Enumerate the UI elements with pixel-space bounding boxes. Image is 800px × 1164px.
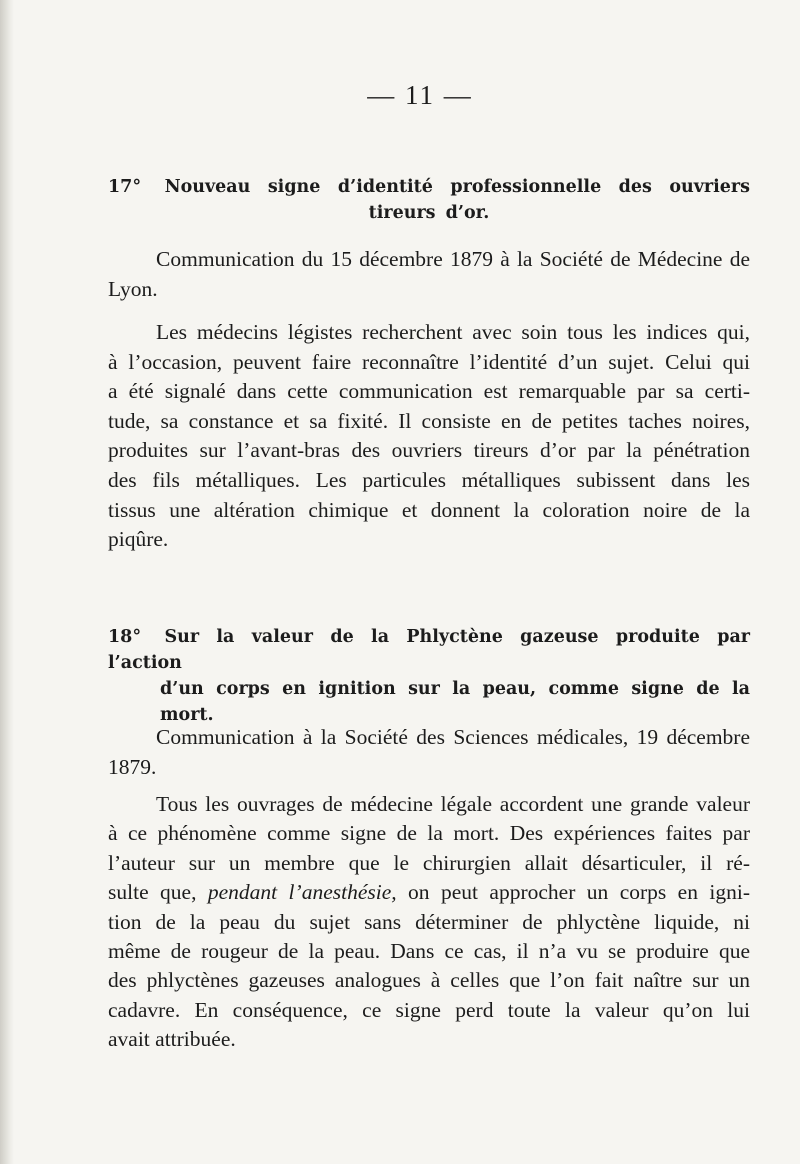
section-18-communication-line: 1879. [108, 754, 157, 779]
section-18-body-emphasis: pendant l’anesthésie, [207, 880, 397, 905]
section-17-title-line-2: tireurs d’or. [368, 203, 490, 223]
section-17-body-line: a été signalé dans cette communication est remarquable par sa certi- [108, 379, 750, 404]
section-17-heading [108, 174, 750, 226]
section-18-body-line: l’auteur sur un membre que le chirurgien allait désarticuler, il ré- [108, 850, 750, 875]
section-18-title-line-2: d’un corps en ignition sur la peau, comme signe de la [160, 679, 750, 699]
section-17-communication-line: Lyon. [108, 276, 158, 301]
section-17-title-line-1: Nouveau signe d’identité professionnelle des ouvriers [164, 177, 751, 197]
section-18-heading [108, 624, 750, 728]
section-17-body-line: produites sur l’avant-bras des ouvriers tireurs d’or par la pénétration [108, 438, 750, 463]
section-18-body-line: à ce phénomène comme signe de la mort. Des expériences faites par [108, 821, 750, 846]
section-18-title-line-1: Sur la valeur de la Phlyctène gazeuse produite par l’action [108, 627, 751, 673]
section-18-body-line: tion de la peau du sujet sans déterminer de phlyctène liquide, ni [108, 909, 750, 934]
section-18-number: 18° [108, 627, 142, 647]
page-gutter-shadow [0, 0, 14, 1164]
section-18-body-text: on peut approcher un corps en igni- [396, 880, 751, 905]
section-17-communication-line: Communication du 15 décembre 1879 à la Société de Médecine de [156, 247, 750, 271]
section-18-body-line: Tous les ouvrages de médecine légale accordent une grande valeur [156, 792, 750, 816]
section-18-body [108, 790, 750, 1055]
section-18-body-line [108, 878, 750, 907]
section-18-communication-line: Communication à la Société des Sciences médicales, 19 décembre [156, 725, 750, 749]
section-18-title-line-3: mort. [160, 705, 214, 725]
section-17-body-line: à l’occasion, peuvent faire reconnaître l’identité d’un sujet. Celui qui [108, 349, 750, 374]
section-18-body-text: sulte que, [108, 880, 208, 905]
section-17-body [108, 318, 750, 555]
section-18-body-line: cadavre. En conséquence, ce signe perd toute la valeur qu’on lui [108, 997, 750, 1022]
section-17-body-line: tude, sa constance et sa fixité. Il consiste en de petites taches noires, [108, 408, 750, 433]
section-18-body-line: avait attribuée. [108, 1027, 236, 1052]
section-18-body-line: des phlyctènes gazeuses analogues à celles que l’on fait naître sur un [108, 968, 750, 993]
page-number: — 11 — [367, 80, 473, 110]
section-17-body-line: Les médecins légistes recherchent avec soin tous les indices qui, [156, 320, 750, 344]
section-17-body-line: tissus une altération chimique et donnent la coloration noire de la [108, 497, 750, 522]
section-18-communication [108, 723, 750, 782]
section-18-body-line: même de rougeur de la peau. Dans ce cas, il n’a vu se produire que [108, 939, 750, 964]
section-17-body-line: des fils métalliques. Les particules métalliques subissent dans les [108, 467, 750, 492]
section-17-body-line: piqûre. [108, 527, 169, 552]
section-17-communication [108, 245, 750, 304]
section-17-number: 17° [108, 177, 142, 197]
